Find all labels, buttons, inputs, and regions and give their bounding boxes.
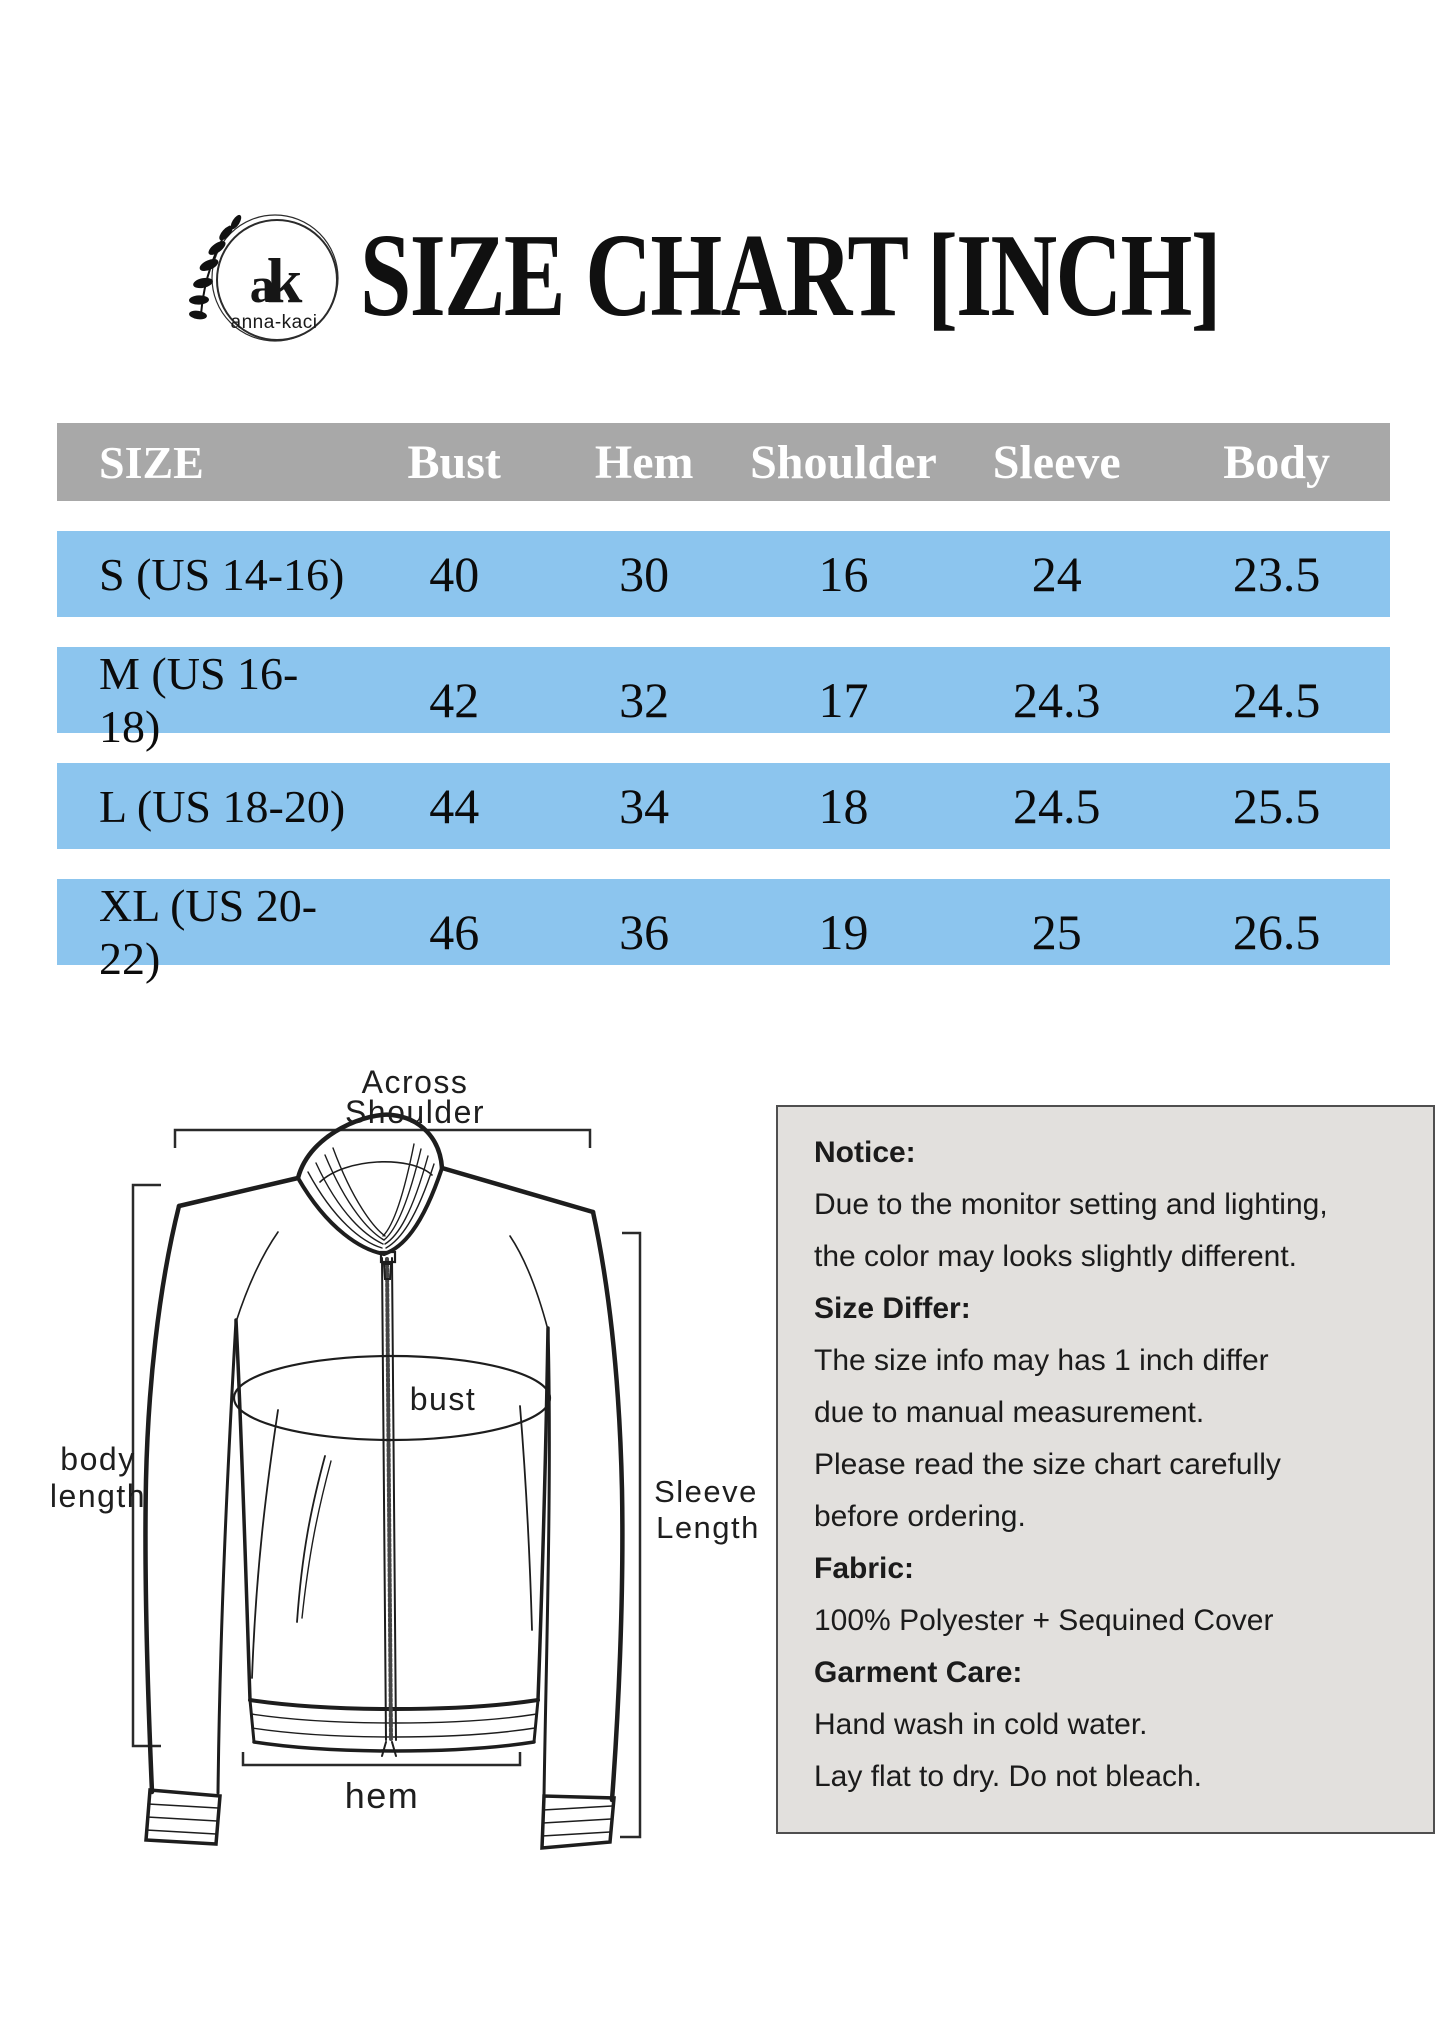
bust-label: bust [409, 1381, 477, 1417]
body-value: 25.5 [1232, 778, 1321, 834]
size-differ-text: The size info may has 1 inch differ [814, 1344, 1269, 1377]
size-label: S (US 14-16) [99, 548, 345, 600]
hem-bracket [243, 1752, 520, 1765]
garment-care-text: Hand wash in cold water. [814, 1708, 1148, 1741]
sleeve-value: 24.5 [1012, 778, 1101, 834]
bust-value: 42 [429, 672, 480, 728]
jacket-outline [145, 1115, 622, 1848]
hem-value: 32 [619, 672, 670, 728]
table-row-s [57, 531, 1390, 617]
size-label: XL (US 20-22) [99, 880, 318, 984]
sleeve-length-label-line1: Sleeve [654, 1474, 758, 1509]
notice-text: Due to the monitor setting and lighting, [814, 1188, 1328, 1221]
body-length-label-line1: body [60, 1441, 136, 1477]
col-header-size: SIZE [99, 436, 204, 488]
col-header-sleeve: Sleeve [992, 435, 1121, 489]
bust-value: 40 [429, 546, 480, 602]
hem-value: 36 [619, 904, 670, 960]
across-shoulder-label-line2: Shoulder [344, 1094, 486, 1130]
table-header-row [57, 423, 1390, 501]
size-label: L (US 18-20) [99, 780, 346, 832]
body-value: 24.5 [1232, 672, 1321, 728]
size-differ-text: Please read the size chart carefully [814, 1448, 1281, 1481]
notice-text: the color may looks slightly different. [814, 1240, 1298, 1273]
page-title: SIZE CHART [INCH] [360, 209, 1220, 341]
fabric-heading: Fabric: [814, 1552, 915, 1585]
col-header-hem: Hem [594, 435, 694, 489]
garment-diagram [40, 1060, 800, 1940]
bust-value: 46 [429, 904, 480, 960]
logo-brand-text: anna-kaci [230, 312, 318, 333]
brand-logo-icon [168, 196, 388, 366]
col-header-shoulder: Shoulder [750, 435, 937, 489]
hem-value: 34 [619, 778, 670, 834]
table-row-l [57, 763, 1390, 849]
notice-heading: Notice: [814, 1136, 916, 1169]
size-differ-text: before ordering. [814, 1500, 1026, 1533]
jacket-line-art-icon [40, 1060, 800, 1940]
body-value: 26.5 [1232, 904, 1321, 960]
garment-care-text: Lay flat to dry. Do not bleach. [814, 1760, 1202, 1793]
table-row-xl [57, 879, 1390, 984]
sleeve-value: 24 [1031, 546, 1082, 602]
hem-value: 30 [619, 546, 670, 602]
logo-monogram: ak [249, 245, 299, 316]
body-length-label-line2: length [49, 1478, 147, 1514]
size-differ-text: due to manual measurement. [814, 1396, 1205, 1429]
shoulder-value: 18 [818, 778, 869, 834]
shoulder-value: 19 [818, 904, 869, 960]
size-label: M (US 16-18) [99, 648, 299, 752]
notice-box [776, 1105, 1435, 1834]
size-table [57, 423, 1390, 984]
hem-label: hem [344, 1775, 420, 1816]
garment-care-heading: Garment Care: [814, 1656, 1023, 1689]
fabric-text: 100% Polyester + Sequined Cover [814, 1604, 1274, 1637]
sleeve-value: 25 [1031, 904, 1082, 960]
body-value: 23.5 [1232, 546, 1321, 602]
shoulder-value: 17 [818, 672, 869, 728]
sleeve-value: 24.3 [1012, 672, 1101, 728]
across-shoulder-bracket [175, 1130, 590, 1148]
zipper-icon [381, 1252, 396, 1756]
across-shoulder-label-line1: Across [361, 1064, 469, 1100]
col-header-bust: Bust [407, 435, 501, 489]
col-header-body: Body [1223, 435, 1330, 489]
table-row-m [57, 647, 1390, 752]
bust-value: 44 [429, 778, 480, 834]
shoulder-value: 16 [818, 546, 869, 602]
size-differ-heading: Size Differ: [814, 1292, 971, 1325]
collar-rib-lines [308, 1144, 434, 1248]
sleeve-length-label-line2: Length [656, 1510, 760, 1545]
brand-logo [168, 196, 388, 366]
